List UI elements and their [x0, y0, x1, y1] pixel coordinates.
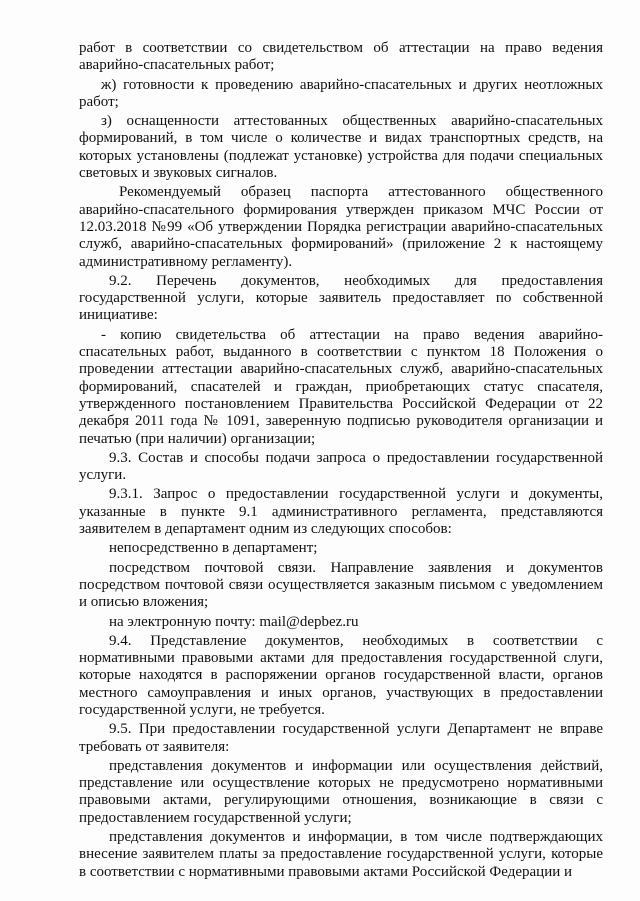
document-body	[79, 40, 603, 883]
paragraph-postal: посредством почтовой связи. Направление заявления и документов посредством почтовой связи осуществляется заказным письмом с уведомлением и описью вложения;	[79, 559, 603, 611]
paragraph-passport-sample: Рекомендуемый образец паспорта аттестованного общественного аварийно-спасательного формирования утвержден приказом МЧС России от 12.03.2018 №99 «Об утверждении Порядка регистрации аварийно-спасательных служб, аварийно-спасательных формирований» (приложение 2 к настоящему административному регламенту).	[79, 184, 603, 270]
paragraph-9-4: 9.4. Представление документов, необходимых в соответствии с нормативными правовыми актами для предоставления государственной слуги, которые находятся в распоряжении органов государственной власти, органов местного самоуправления и иных органов, участвующих в предоставлении государственной услуги, не требуется.	[79, 632, 603, 718]
paragraph-item-zh: ж) готовности к проведению аварийно-спасательных и других неотложных работ;	[79, 76, 603, 110]
paragraph-directly: непосредственно в департамент;	[109, 540, 318, 557]
paragraph-9-3: 9.3. Состав и способы подачи запроса о предоставлении государственной услуги.	[79, 449, 603, 484]
paragraph-certificate-copy: - копию свидетельства об аттестации на право ведения аварийно-спасательных работ, выданного в соответствии с пунктом 18 Положения о проведении аттестации аварийно-спасательных служб, аварийно-спасательных формирований, спасателей и граждан, приобретающих статус спасателя, утвержденного постановлением Правительства Российской Федерации от 22 декабря 2011 года № 1091, заверенную подписью руководителя организации и печатью (при наличии) организации;	[79, 326, 603, 447]
paragraph-not-provided-docs: представления документов и информации или осуществления действий, представление или осуществление которых не предусмотрено нормативными правовыми актами, регулирующими отношения, возникающие в связи с предоставлением государственной услуги;	[79, 757, 603, 826]
paragraph-9-3-1: 9.3.1. Запрос о предоставлении государственной услуги и документы, указанные в пункте 9.1 административного регламента, представляются заявителем в департамент одним из следующих способов:	[79, 486, 603, 538]
paragraph-9-2: 9.2. Перечень документов, необходимых для предоставления государственной услуги, которые заявитель предоставляет по собственной инициативе:	[79, 272, 603, 324]
paragraph-payment-docs: представления документов и информации, в том числе подтверждающих внесение заявителем платы за предоставление государственной услуги, которые в соответствии с нормативными правовыми актами Российской Федерации и	[79, 829, 603, 880]
paragraph-9-5: 9.5. При предоставлении государственной услуги Департамент не вправе требовать от заявителя:	[79, 721, 603, 755]
paragraph-continuation: работ в соответствии со свидетельством об аттестации на право ведения аварийно-спасательных работ;	[79, 40, 603, 74]
paragraph-email: на электронную почту: mail@depbez.ru	[109, 613, 359, 630]
paragraph-item-z: з) оснащенности аттестованных общественных аварийно-спасательных формирований, в том числе о количестве и видах транспортных средств, на которых установлены (подлежат установке) устройства для подачи специальных световых и звуковых сигналов.	[79, 113, 603, 182]
